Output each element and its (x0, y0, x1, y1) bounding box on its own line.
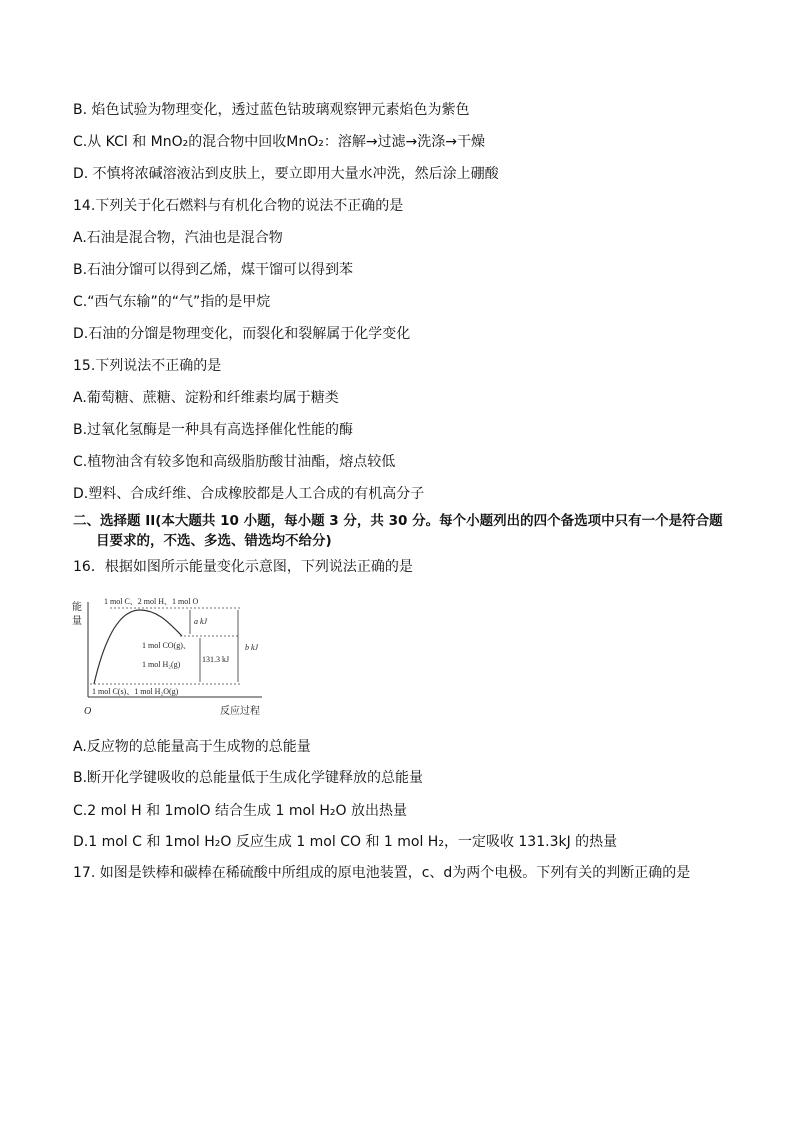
y-axis-label-1: 能 (72, 602, 82, 613)
mid-level-label-1: 1 mol CO(g)、 (142, 641, 191, 650)
section-2-heading: 二、选择题 II(本大题共 10 小题，每小题 3 分，共 30 分。每个小题列出的四个备选项中只有一个是符合题 (73, 513, 723, 529)
option-14d: D.石油的分馏是物理变化，而裂化和裂解属于化学变化 (73, 326, 411, 342)
option-16b: B.断开化学键吸收的总能量低于生成化学键释放的总能量 (73, 770, 424, 786)
option-14b: B.石油分馏可以得到乙烯，煤干馏可以得到苯 (73, 262, 354, 278)
section-2-heading-cont: 目要求的，不选、多选、错选均不给分) (96, 533, 332, 549)
option-14a: A.石油是混合物，汽油也是混合物 (73, 230, 283, 246)
option-16d: D.1 mol C 和 1mol H₂O 反应生成 1 mol CO 和 1 mol H₂，一定吸收 131.3kJ 的热量 (73, 834, 618, 850)
question-15-stem: 15.下列说法不正确的是 (73, 358, 222, 374)
y-axis-label-2: 量 (72, 616, 82, 627)
option-13d: D. 不慎将浓碱溶液沾到皮肤上，要立即用大量水冲洗，然后涂上硼酸 (73, 166, 499, 182)
b-label: b kJ (245, 643, 259, 652)
a-label: a kJ (194, 617, 208, 626)
question-16-stem: 16．根据如图所示能量变化示意图，下列说法正确的是 (73, 559, 413, 575)
option-14c: C.“西气东输”的“气”指的是甲烷 (73, 294, 271, 310)
option-13b: B. 焰色试验为物理变化，透过蓝色钴玻璃观察钾元素焰色为紫色 (73, 102, 470, 118)
mid-level-label-2: 1 mol H₂(g) (142, 660, 181, 669)
x-axis-label: 反应过程 (220, 706, 260, 717)
option-13c: C.从 KCl 和 MnO₂的混合物中回收MnO₂：溶解→过滤→洗涤→干燥 (73, 134, 486, 150)
option-16c: C.2 mol H 和 1molO 结合生成 1 mol H₂O 放出热量 (73, 803, 407, 819)
delta-label: 131.3 kJ (202, 655, 230, 664)
top-level-label: 1 mol C、2 mol H、1 mol O (104, 597, 199, 606)
bottom-level-label: 1 mol C(s)、1 mol H₂O(g) (92, 687, 179, 696)
option-15a: A.葡萄糖、蔗糖、淀粉和纤维素均属于糖类 (73, 390, 339, 406)
option-16a: A.反应物的总能量高于生成物的总能量 (73, 739, 311, 755)
origin-label: O (84, 706, 92, 717)
question-17-stem: 17. 如图是铁棒和碳棒在稀硫酸中所组成的原电池装置，c、d为两个电极。下列有关的判断正确的是 (73, 865, 691, 881)
question-14-stem: 14.下列关于化石燃料与有机化合物的说法不正确的是 (73, 198, 404, 214)
option-15d: D.塑料、合成纤维、合成橡胶都是人工合成的有机高分子 (73, 486, 425, 502)
option-15b: B.过氧化氢酶是一种具有高选择催化性能的酶 (73, 422, 354, 438)
energy-diagram (70, 592, 270, 720)
option-15c: C.植物油含有较多饱和高级脂肪酸甘油酯，熔点较低 (73, 454, 396, 470)
